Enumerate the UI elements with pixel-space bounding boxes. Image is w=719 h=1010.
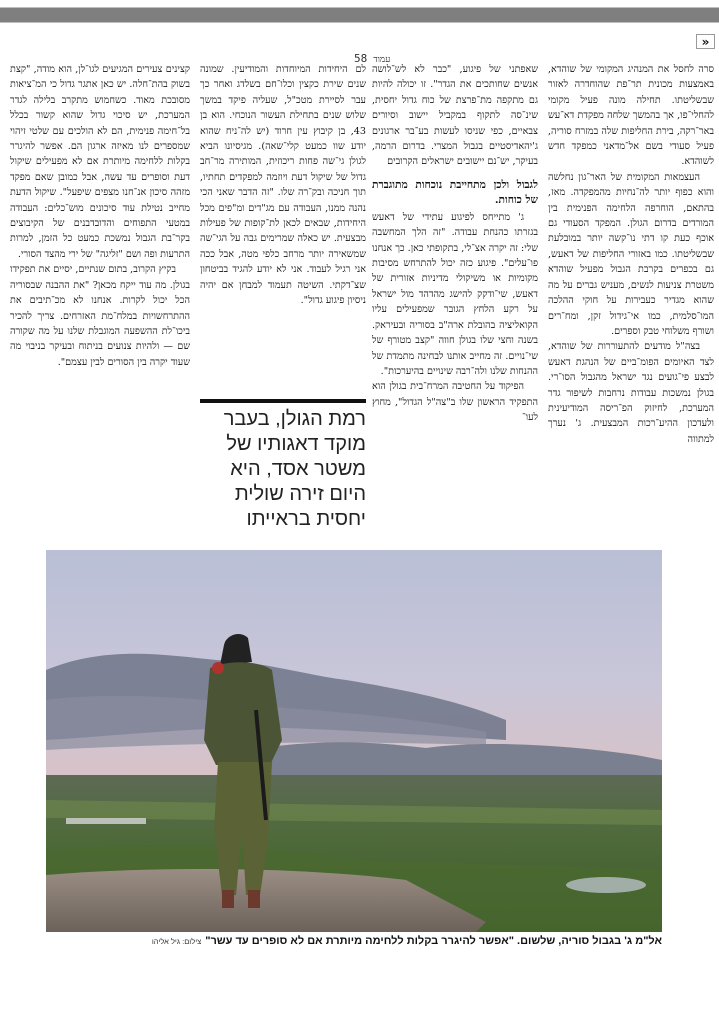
paragraph: סרה לחסל את המנהיג המקומי של שוהדא, באמצעות מכונית תר־פת שהוחדרה לאזור שבשליטתו. תחילה מונה פעיל מקומי להחלי־פו, אך בהמשך שלחה מפקדת דא־עש באר־רקה, בירת החליפות שלה במזרח סוריה, פעיל סעודי בשם אל־מדאני כמפקד חדש לשוהדא.: [548, 64, 714, 168]
caption-text: אל"מ ג' בגבול סוריה, שלשום. "אפשר להיגרר בקלות ללחימה מיותרת אם לא סופרים עד עשר": [205, 935, 662, 947]
article-photo: [46, 550, 662, 932]
article-column-4: [10, 62, 190, 370]
double-chevron-right-icon: »: [701, 34, 710, 49]
paragraph: הפיקוד על החטיבה המרח־בית בגולן הוא התפקיד הראשון שלו ב"צה"ל הגדול", מחוץ לעו־: [372, 381, 538, 424]
paragraph: ג' מתייחס לפיגוע עתידי של דאעש בגזרתו כהנחת עבודה. "זה הלך המחשבה שלי: זה יקרה אצ־לי, בתקופתי כאן. כך אנחנו פו־עלים". פיגוע כזה יכול להתרחש מסיבות מקומיות או משיקולי מדיניות אזורית של דאעש, שי־ודקק להישג מהדהד מול ישראל על רקע הלחץ הגובר שמפעילים עליו הקואליציה בהובלת ארה"ב בסוריה ובעיראק. בשנה וחצי שלו בגולן חווה "קצב מטורף של שי־נויים. זה מחייב אותנו לבחינה מתמדת של ההנחות שלנו ולה־רבה שינויים בהיערכות".: [372, 211, 538, 377]
page-number-label: עמוד: [373, 55, 391, 65]
article-column-3: [200, 62, 366, 309]
next-page-button[interactable]: [696, 34, 715, 49]
paragraph: העצמאות המקומית של האר־גון נחלשה והוא כפוף יותר לה־נחיות מהמפקדה. מאז, בהתאם, הוחרפה הלחימה הפנימית בין המורדים בדרום הגולן. המפקד הסעודי גם אוכף כעת קו דתי נו־קשה יותר במובלעת שבשליטתו. כמו באזורי החליפות של דאעש, גם בכפרים בקרבת הגבול מפעיל שוהדא משטרת צניעות לנשים, מעניש גברים על מה שהוא מגדיר כעבירות על חוקי ההלכה המו־סלמית, כמו אי־גידול זקן, ומח־רים ושורף משלוחי טבק וספרים.: [548, 171, 714, 337]
pullquote-rule: [200, 399, 366, 403]
photo-caption: [150, 935, 662, 947]
pullquote: רמת הגולן, בעבר מוקד דאגותיו של משטר אסד, היא היום זירה שולית יחסית בראייתו: [223, 408, 366, 530]
paragraph: בקיץ הקרוב, בתום שנתיים, יסיים את תפקידו בגולן. מה עוד ייקח מכאן? "את ההבנה שבסוריה הכל יכול לקרות. אנחנו לא מכ־תיבים את ההתרחשויות במלח־מת האזרחים. צריך להכיר ביכו־לת ההשפעה המוגבלת שלנו על מה שקורה שם — ולהיות צנועים בניתוח ובעיקר בניבוי מה שעוד יקרה בין הסורים לבין עצמם".: [9, 264, 190, 368]
paragraph: בצה"ל מודעים להתעוררות של שוהדא, לצד האיומים הפומ־ביים של הנהגת דאעש לבצע פי־גועים נגד ישראל מהגבול הסו־רי. בגולן נמשכות עבודות נרחבות לשיפור גדר המערכת, לחיזוק הפ־ריסה המודיעינית ולעדכון ההיע־רכות המבצעית. ג' נערך למתווה: [548, 341, 714, 445]
page-number-value: 58: [354, 52, 368, 65]
paragraph: לם היחידות המיוחדות והמודיעין. שמונה שנים שירת כקצין וכלו־חם בשלדג ואחר כך עבר לסיירת מטכ"ל, שעליה פיקד במשך שלוש שנים בתחילת העשור הנוכחי. הוא בן 43, בן קיבוץ עין חרוד (יש לה־ניח שהוא יודע שוו כמעט קלי־שאה). מגיסיונו הביא לגולן גי־שה פחות ריכוזית, המותירה מר־חב גדול של שיקול דעת ויוזמה למפקדים תחתיו, תוך חניכה ובק־רה שלו. "זה הדבר שאני הכי נהנה ממנו, העבודה עם מג"דים ומ"פים מכל היחידות, שבאים לכאן לת־קופות של פעילות מבצעית. יש כאלה שמרימים גבה על הגי־שה שמשאירה יותר מרחב כלפי מטה, אבל ככה אני רגיל לעבוד. אני לא יודע להגיד בביטחון שצ־דקתי. השיטה תעמוד למבחן אם יהיה ניסיון פיגוע גדול".: [200, 64, 366, 307]
photo-soldier-golan: [46, 550, 662, 932]
paragraph: קצינים צעירים המגיעים לגו־לן, הוא מודה, "קצת בשוק בהת־חלה. יש כאן אתגר גדול כי המ־ציאות מסובכת מאוד. כשחמוש מתקרב בלילה לגדר המערכת, יש סיכוי גדול שהוא קשור בכלל בל־חימה פנימית, הם לא הולכים עם שלטי זיהוי שמספרים לנו מאיזה ארגון הם. אפשר להיגרר בקלות ללחימה מיותרת אם לא מפעילים שיקול דעת וסופרים עד עשה, אבל כמובן שאם מפקד מזהה סיכון אנ־חנו מצפים שיפעל". שיקול הדעת מחייב נטילת עוד סיכונים מוש־כלים: העבודה במטעי התפוחים והדובדבנים של הקיבוצים בקר־בת הגבול נמשכת כמעט כל הזמן, למרות התרעות ופה ושם "זליגה" של ירי מהצד הסורי.: [10, 64, 190, 260]
photo-credit: צילום: גיל אליהו: [151, 937, 202, 946]
article-column-1: [548, 62, 714, 447]
column-subhead: לגבול ולכן מתחייבת נוכחות מתוגברת של כוחות.: [372, 178, 538, 206]
paragraph: שאפתני של פיגוע, "כבר לא לש־לושה אנשים שחותכים את הגדר". זו יכולה להיות גם מתקפה מת־פרצת של כוח גדול יחסית, שינ־סה לתקוף במקביל יישוב וסיורים צבאיים, כפי שניסו לעשות בע־בר ארגונים ג'יהאדיסטיים בגבול המצרי. בדרום הרמה, בעיקר, יש־נם יישובים ישראלים הקרובים: [372, 64, 538, 168]
article-column-2: [372, 62, 538, 426]
viewer-toolbar: [0, 7, 719, 23]
